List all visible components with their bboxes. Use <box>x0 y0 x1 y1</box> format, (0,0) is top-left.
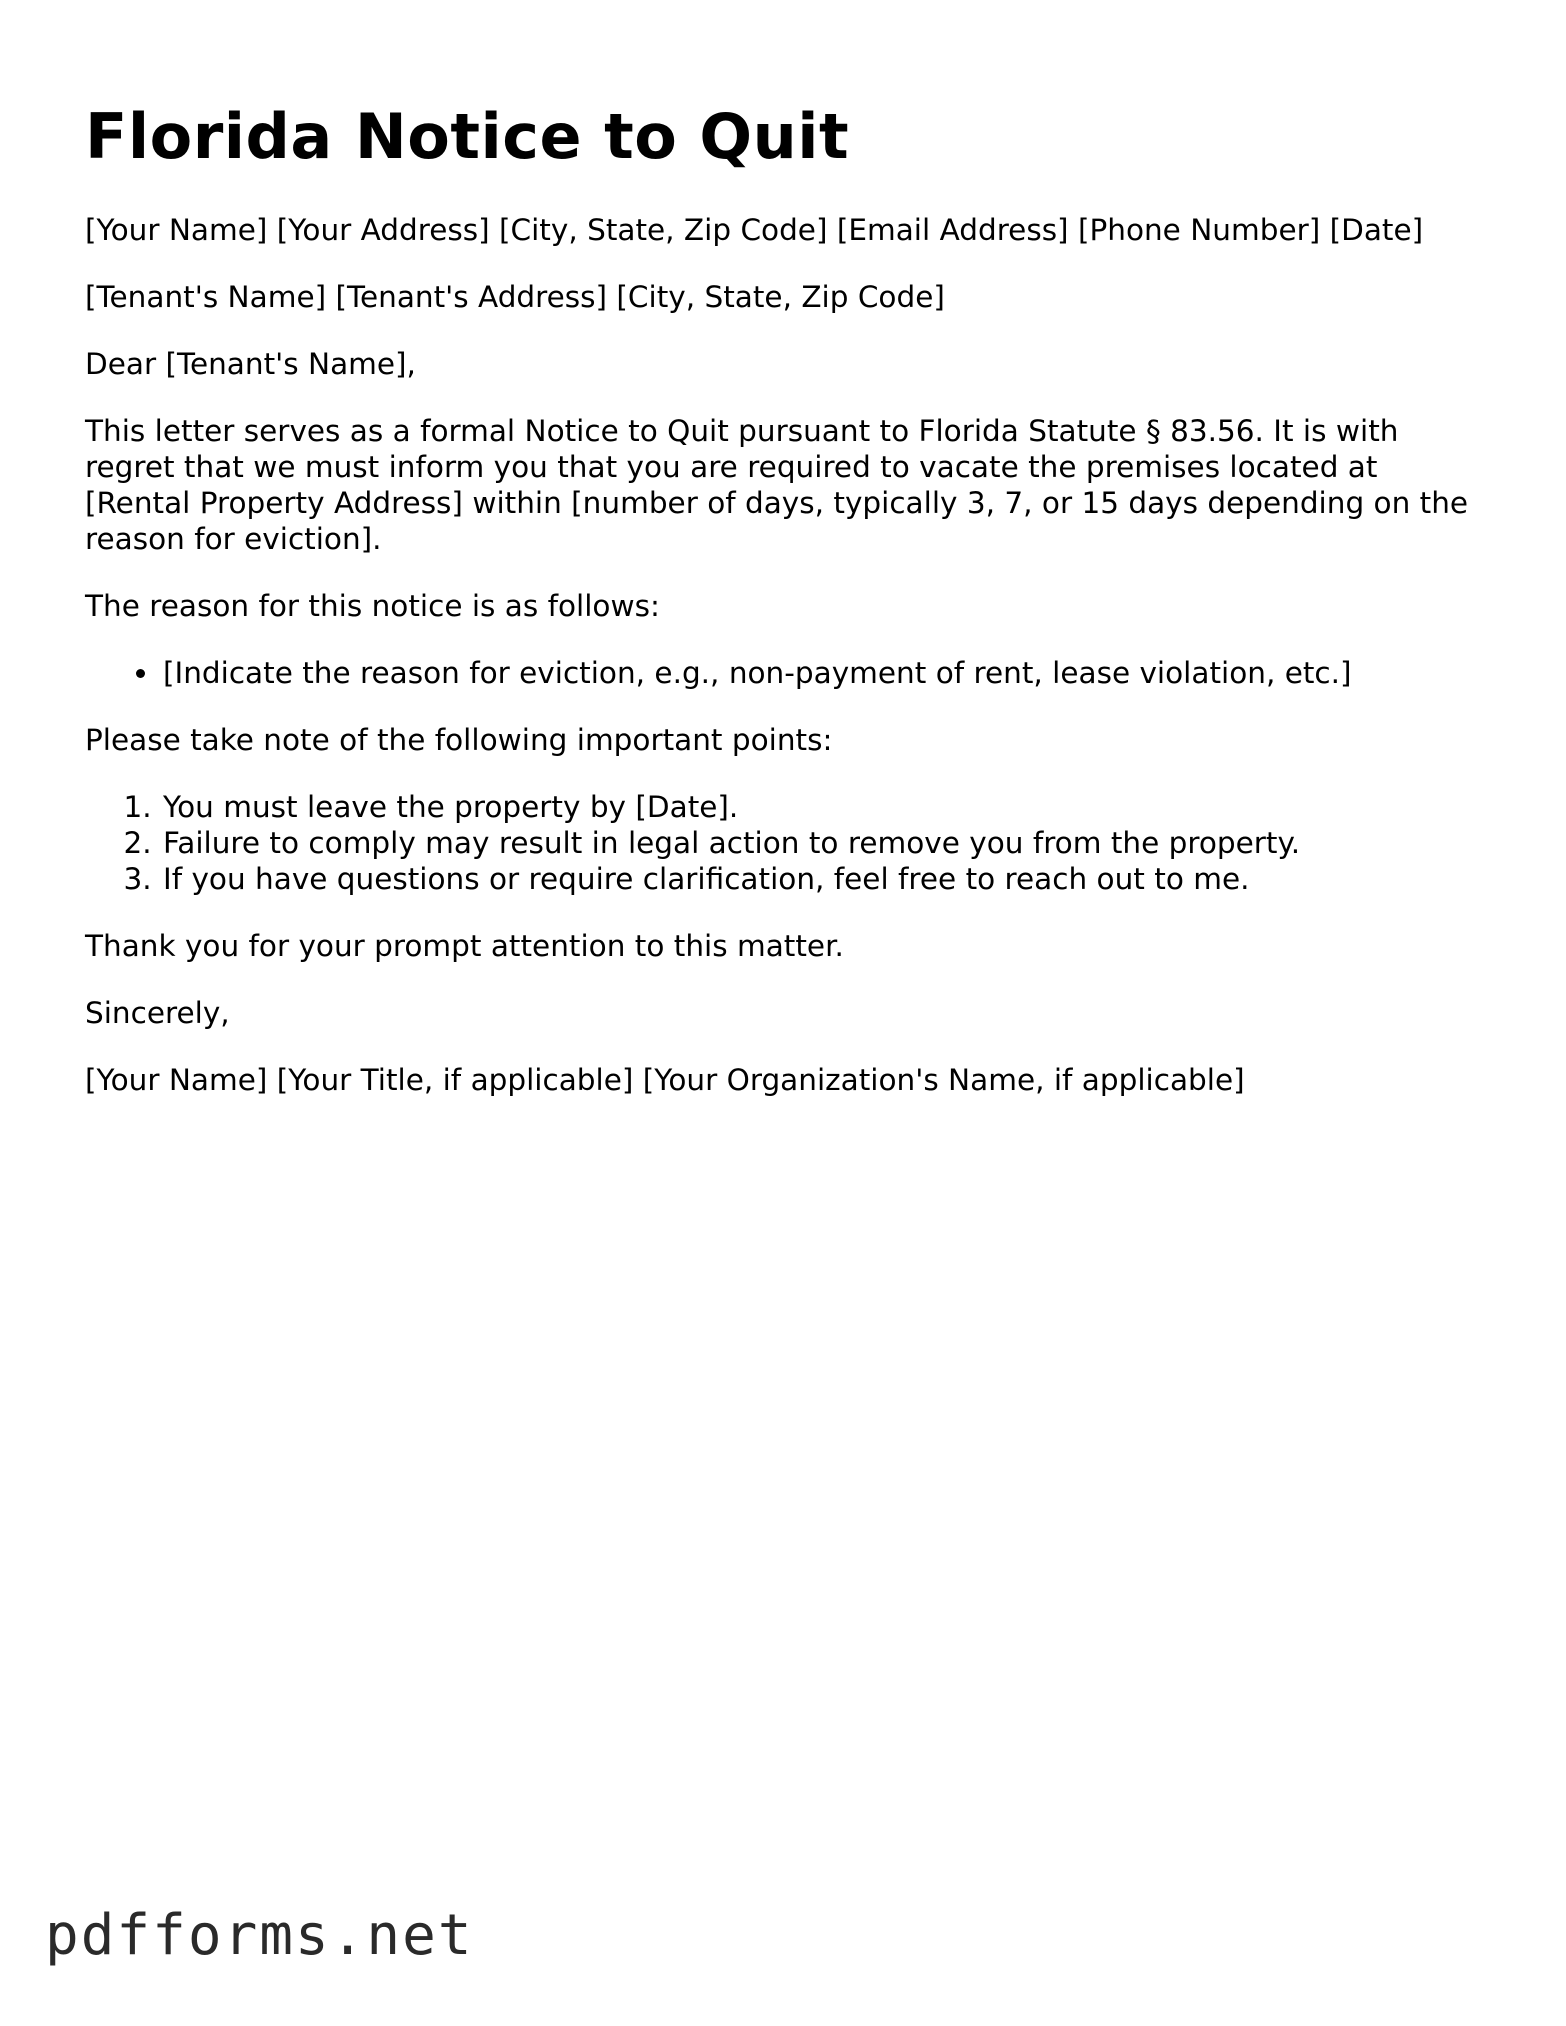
sender-block: [Your Name] [Your Address] [City, State, Zip Code] [Email Address] [Phone Number] [Date] <box>85 213 1424 248</box>
salutation: Dear [Tenant's Name], <box>85 347 416 382</box>
point-item: 1. You must leave the property by [Date]. <box>161 789 1485 825</box>
page-title: Florida Notice to Quit <box>85 100 850 173</box>
letter-page <box>85 100 1485 1129</box>
points-heading: Please take note of the following important points: <box>85 723 833 758</box>
reason-list <box>85 655 1485 691</box>
intro-paragraph: This letter serves as a formal Notice to Quit pursuant to Florida Statute § 83.56. It is with regret that we must inform you that you are required to vacate the premises located at [Rental Property Address] within [number of days, typically 3, 7, or 15 days depending on the reason for eviction]. <box>85 414 1469 557</box>
watermark-logo: pdfforms.net <box>45 1903 474 1968</box>
closing-line: Sincerely, <box>85 996 230 1031</box>
points-list <box>85 789 1485 897</box>
thanks-line: Thank you for your prompt attention to this matter. <box>85 929 844 964</box>
recipient-block: [Tenant's Name] [Tenant's Address] [City, State, Zip Code] <box>85 280 945 315</box>
point-item: 2. Failure to comply may result in legal action to remove you from the property. <box>161 825 1485 861</box>
point-item: 3. If you have questions or require clarification, feel free to reach out to me. <box>161 861 1485 897</box>
signature-block: [Your Name] [Your Title, if applicable] [Your Organization's Name, if applicable] <box>85 1063 1245 1098</box>
reason-heading: The reason for this notice is as follows: <box>85 589 660 624</box>
reason-item: • [Indicate the reason for eviction, e.g., non-payment of rent, lease violation, etc.] <box>161 655 1485 691</box>
